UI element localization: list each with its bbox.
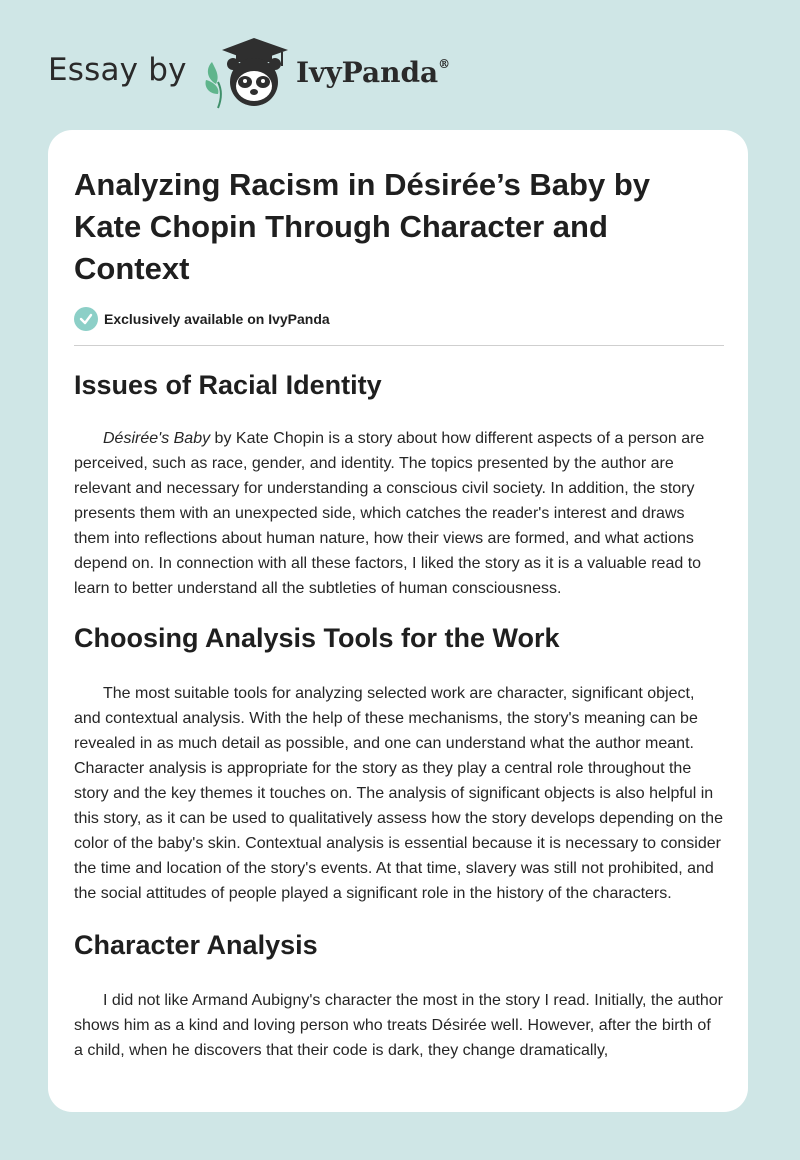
check-circle-icon bbox=[74, 307, 98, 331]
site-header bbox=[48, 32, 548, 112]
badge-label: Exclusively available on IvyPanda bbox=[104, 311, 330, 327]
divider bbox=[74, 345, 724, 346]
section-paragraph: Désirée's Baby by Kate Chopin is a story about how different aspects of a person are perceived, such as race, gender, and identity. The topics presented by the author are relevant and necessary for understanding a conscious civil society. In addition, the story presents them with an unexpected side, which catches the reader's interest and draws them into reflections about human nature, how their views are formed, and what actions depend on. In connection with all these factors, I liked the story as it is a valuable read to learn to better understand all the subtleties of human consciousness. bbox=[74, 430, 705, 597]
section-heading: Character Analysis bbox=[74, 930, 318, 960]
essay-card bbox=[48, 130, 748, 1112]
ivy-leaf-icon bbox=[206, 62, 222, 108]
essay-by-label: Essay by bbox=[48, 52, 187, 88]
panda-graduation-cap-icon[interactable] bbox=[202, 32, 294, 112]
section-heading: Choosing Analysis Tools for the Work bbox=[74, 623, 560, 653]
book-title: Désirée's Baby bbox=[103, 430, 211, 447]
section-paragraph: I did not like Armand Aubigny's character the most in the story I read. Initially, the author shows him as a kind and loving person who treats Désirée well. However, after the birth of a child, when he discovers that their code is dark, they change dramatically, bbox=[74, 992, 723, 1059]
section-paragraph: The most suitable tools for analyzing selected work are character, significant object, and contextual analysis. With the help of these mechanisms, the story's meaning can be revealed in as much detail as possible, and one can understand what the author meant. Character analysis is appropriate for the story as they play a central role throughout the story and the key themes it touches on. The analysis of significant objects is also helpful in this story, as it can be used to qualitatively assess how the story develops depending on the color of the baby's skin. Contextual analysis is essential because it is necessary to consider the time and location of the story's events. At that time, slavery was still not prohibited, and the social attitudes of people played a significant role in the history of the characters. bbox=[74, 685, 723, 902]
section-heading: Issues of Racial Identity bbox=[74, 370, 382, 400]
essay-content bbox=[74, 362, 724, 1063]
exclusive-badge bbox=[74, 306, 330, 332]
page-title: Analyzing Racism in Désirée’s Baby by Kate Chopin Through Character and Context bbox=[74, 167, 651, 286]
brand-name[interactable]: IvyPanda® bbox=[296, 56, 451, 89]
